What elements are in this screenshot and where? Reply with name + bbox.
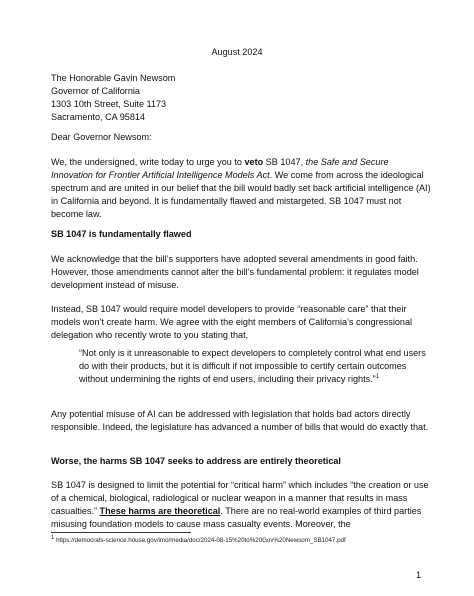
address-line: Governor of California bbox=[51, 86, 140, 96]
section-heading-2: Worse, the harms SB 1047 seeks to address are entirely theoretical bbox=[51, 456, 341, 466]
footnote-ref: 1 bbox=[375, 373, 380, 380]
paragraph-1: We acknowledge that the bill’s supporters have adopted several amendments in good faith. However, those amendments cannot alter the bill’s fundamental problem: it regulates model development instead of misuse. bbox=[51, 254, 419, 290]
paragraph-3: Any potential misuse of AI can be addressed with legislation that holds bad actors directly responsible. Indeed, the legislature has advanced a number of bills that would do exactly that. bbox=[51, 409, 429, 432]
footnote bbox=[51, 536, 346, 545]
footnote-number: 1 bbox=[51, 534, 55, 541]
theoretical-emphasis: These harms are theoretical bbox=[99, 506, 221, 516]
salutation: Dear Governor Newsom: bbox=[51, 132, 152, 142]
address-line: The Honorable Gavin Newsom bbox=[51, 73, 176, 83]
page-number: 1 bbox=[416, 570, 422, 580]
para4-text-a: SB 1047 is designed to limit the potential for “critical harm” which includes “the creation or use of a chemical, biological, radiological or nuclear weapon in a manner that results in mass casualties.” bbox=[51, 480, 429, 516]
footnote-link[interactable]: https://democrats-science.house.gov/imo/media/doc/2024-08-15%20to%20Gov%20Newsom_SB1047.pdf bbox=[54, 537, 346, 544]
intro-text-b: SB 1047, bbox=[263, 157, 306, 167]
bill-title: the Safe and Secure Innovation for Frontier Artificial Intelligence Models Act bbox=[51, 157, 389, 180]
footnote-divider bbox=[51, 532, 191, 533]
paragraph-4 bbox=[51, 479, 431, 531]
quote-text: “Not only is it unreasonable to expect developers to completely control what end users do with their products, but it is difficult if not impossible to certify certain outcomes without undermining the rights of end users, including their privacy rights.” bbox=[79, 348, 426, 384]
intro-paragraph bbox=[51, 156, 431, 221]
intro-text-c: . We come from across the ideological spectrum and are united in our belief that the bill would badly set back artificial intelligence (AI) in California and beyond. It is fundamentally flawed and mistargeted. SB 1047 must not become law. bbox=[51, 170, 431, 219]
recipient-address bbox=[51, 72, 431, 124]
para4-text-b: . There are no real-world examples of third parties misusing foundation models to cause mass casualty events. Moreover, the bbox=[51, 506, 422, 529]
address-line: Sacramento, CA 95814 bbox=[51, 112, 146, 122]
section-heading-1: SB 1047 is fundamentally flawed bbox=[51, 229, 192, 239]
letter-date: August 2024 bbox=[211, 47, 263, 57]
address-line: 1303 10th Street, Suite 1173 bbox=[51, 99, 167, 109]
paragraph-2: Instead, SB 1047 would require model developers to provide “reasonable care” that their models won’t create harm. We agree with the eight members of California’s congressional delegation who recently wrote to you stating that, bbox=[51, 304, 413, 340]
veto-emphasis: veto bbox=[244, 157, 264, 167]
block-quote bbox=[79, 347, 432, 386]
intro-text-a: We, the undersigned, write today to urge you to bbox=[51, 157, 245, 167]
